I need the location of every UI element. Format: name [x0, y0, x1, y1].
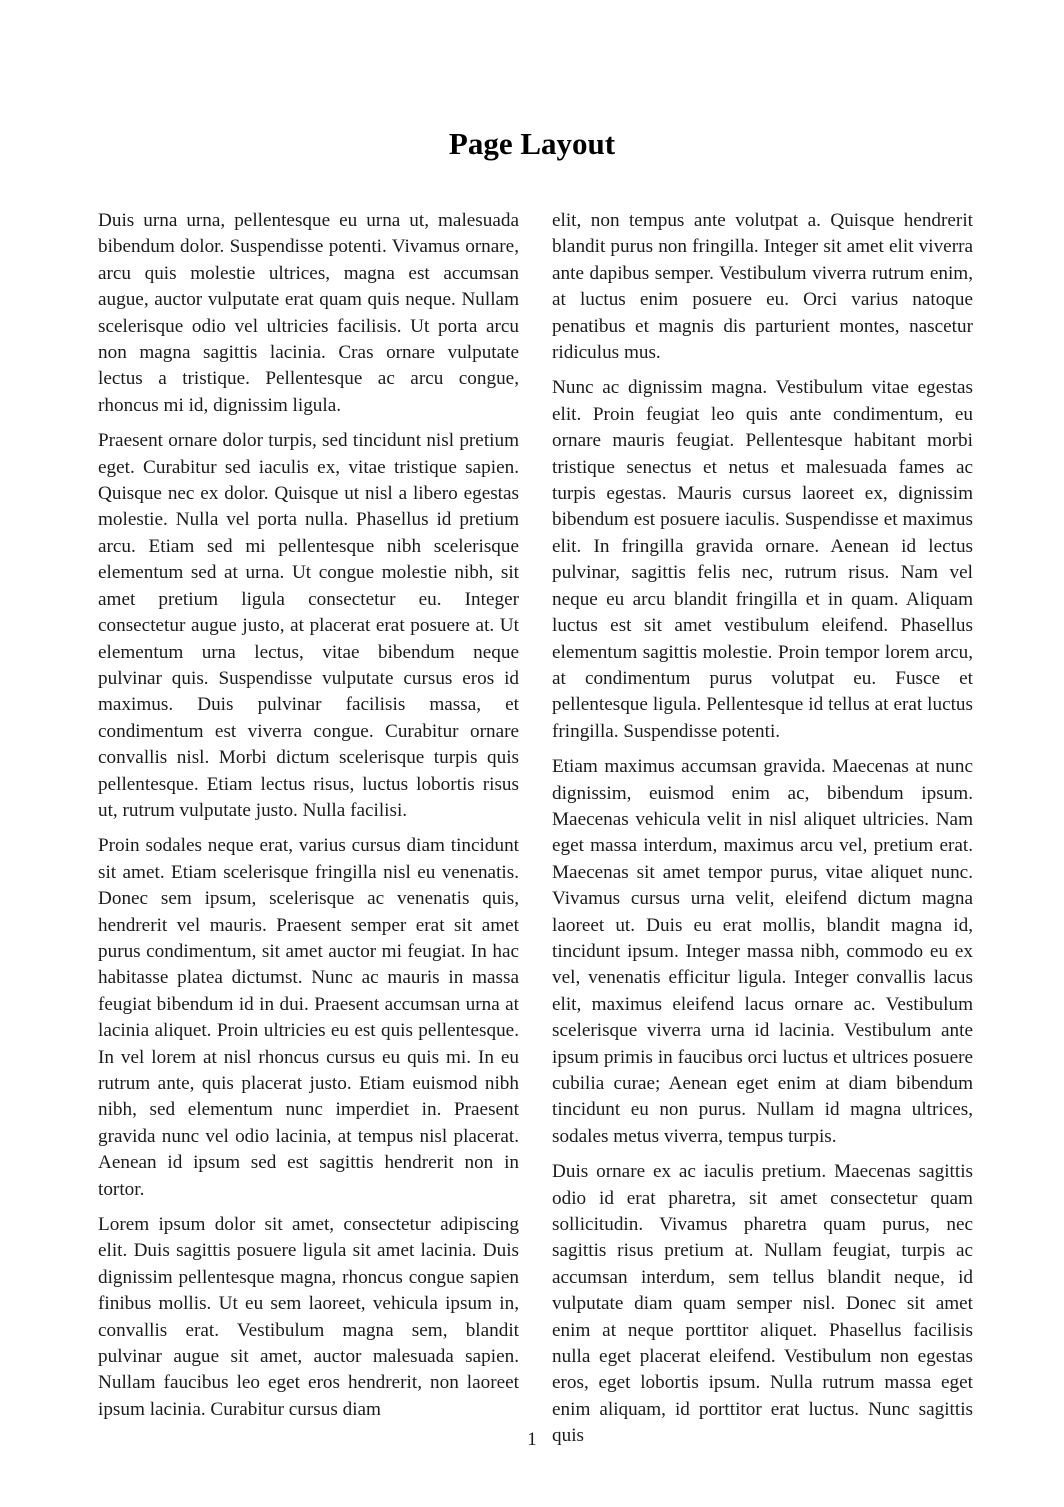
paragraph: Lorem ipsum dolor sit amet, consectetur adipiscing elit. Duis sagittis posuere ligula sit amet lacinia. Duis dignissim pellentesque magna, rhoncus congue sapien finibus mollis. Ut eu sem laoreet, vehicula ipsum in, convallis erat. Vestibulum magna sem, blandit pulvinar augue sit amet, auctor malesuada sapien. Nullam faucibus leo eget eros hendrerit, non laoreet ipsum lacinia. Curabitur cursus diam: [98, 1214, 519, 1420]
paragraph: Nunc ac dignissim magna. Vestibulum vitae egestas elit. Proin feugiat leo quis ante condimentum, eu ornare mauris feugiat. Pellentesque habitant morbi tristique senectus et netus et malesuada fames ac turpis egestas. Mauris cursus laoreet ex, dignissim bibendum est posuere iaculis. Suspendisse et maximus elit. In fringilla gravida ornare. Aenean id lectus pulvinar, sagittis felis nec, rutrum risus. Nam vel neque eu arcu blandit fringilla et in quam. Aliquam luctus est sit amet vestibulum eleifend. Phasellus elementum sagittis molestie. Proin tempor lorem arcu, at condimentum purus volutpat eu. Fusce et pellentesque ligula. Pellentesque id tellus at erat luctus fringilla. Suspendisse potenti.: [552, 377, 973, 742]
column-right: [552, 208, 973, 1450]
paragraph: elit, non tempus ante volutpat a. Quisque hendrerit blandit purus non fringilla. Integer sit amet elit viverra ante dapibus semper. Vestibulum viverra rutrum enim, at luctus enim posuere eu. Orci varius natoque penatibus et magnis dis parturient montes, nascetur ridiculus mus.: [552, 210, 973, 364]
page-title: Page Layout: [448, 126, 616, 161]
page-number: 1: [527, 1429, 537, 1450]
paragraph: Proin sodales neque erat, varius cursus diam tincidunt sit amet. Etiam scelerisque fringilla nisl eu venenatis. Donec sem ipsum, scelerisque ac venenatis quis, hendrerit vel mauris. Praesent semper erat sit amet purus condimentum, sit amet auctor mi feugiat. In hac habitasse platea dictumst. Nunc ac mauris in massa feugiat bibendum id in dui. Praesent accumsan urna at lacinia aliquet. Proin ultricies eu est quis pellentesque. In vel lorem at nisl rhoncus cursus eu quis mi. In eu rutrum ante, quis placerat justo. Etiam euismod nibh nibh, sed elementum nunc imperdiet in. Praesent gravida nunc vel odio lacinia, at tempus nisl placerat. Aenean id ipsum sed est sagittis hendrerit non in tortor.: [98, 835, 519, 1200]
column-left: [98, 208, 519, 1450]
paragraph: Duis urna urna, pellentesque eu urna ut, malesuada bibendum dolor. Suspendisse potenti. Vivamus ornare, arcu quis molestie ultrices, magna est accumsan augue, auctor vulputate erat quam quis neque. Nullam scelerisque odio vel ultricies facilisis. Ut porta arcu non magna sagittis lacinia. Cras ornare vulputate lectus a tristique. Pellentesque ac arcu congue, rhoncus mi id, dignissim ligula.: [98, 210, 519, 416]
text-columns: [98, 208, 973, 1450]
paragraph: Praesent ornare dolor turpis, sed tincidunt nisl pretium eget. Curabitur sed iaculis ex, vitae tristique sapien. Quisque nec ex dolor. Quisque ut nisl a libero egestas molestie. Nulla vel porta nulla. Phasellus id pretium arcu. Etiam sed mi pellentesque nibh scelerisque elementum sed at urna. Ut congue molestie nibh, sit amet pretium ligula consectetur eu. Integer consectetur augue justo, at placerat erat posuere at. Ut elementum urna lectus, vitae bibendum neque pulvinar quis. Suspendisse vulputate cursus eros id maximus. Duis pulvinar facilisis massa, et condimentum est viverra congue. Curabitur ornare convallis nisl. Morbi dictum scelerisque turpis quis pellentesque. Etiam lectus risus, luctus lobortis risus ut, rutrum vulputate justo. Nulla facilisi.: [98, 430, 519, 821]
paragraph: Etiam maximus accumsan gravida. Maecenas at nunc dignissim, euismod enim ac, bibendum ipsum. Maecenas vehicula velit in nisl aliquet ultricies. Nam eget massa interdum, maximus arcu vel, pretium erat. Maecenas sit amet tempor purus, vitae aliquet nunc. Vivamus cursus urna velit, eleifend dictum magna laoreet ut. Duis eu erat mollis, blandit magna id, tincidunt ipsum. Integer massa nibh, commodo eu ex vel, venenatis efficitur ligula. Integer convallis lacus elit, maximus eleifend lacus ornare ac. Vestibulum scelerisque viverra urna id lacinia. Vestibulum ante ipsum primis in faucibus orci luctus et ultrices posuere cubilia curae; Aenean eget enim at diam bibendum tincidunt eu non purus. Nullam id magna ultrices, sodales metus viverra, tempus turpis.: [552, 756, 973, 1147]
paragraph: Duis ornare ex ac iaculis pretium. Maecenas sagittis odio id erat pharetra, sit amet consectetur quam sollicitudin. Vivamus pharetra quam purus, nec sagittis risus pretium at. Nullam feugiat, turpis ac accumsan interdum, sem tellus blandit neque, id vulputate diam quam semper nisl. Donec sit amet enim at neque porttitor aliquet. Phasellus facilisis nulla eget placerat eleifend. Vestibulum non egestas eros, eget lobortis ipsum. Nulla rutrum massa eget enim aliquam, id porttitor erat luctus. Nunc sagittis quis: [552, 1161, 973, 1447]
